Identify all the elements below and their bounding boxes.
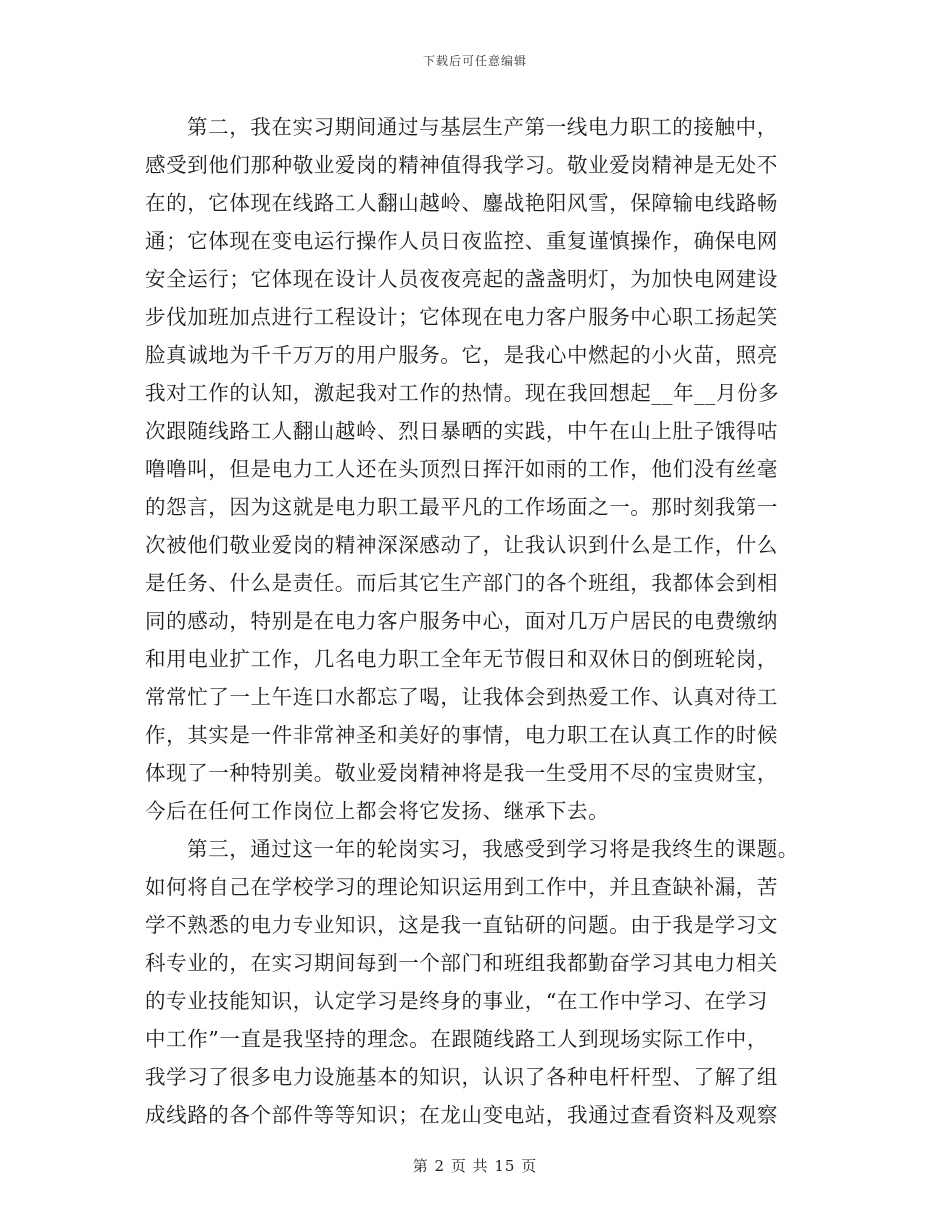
text-line: 噜噜叫，但是电力工人还在头顶烈日挥汗如雨的工作，他们没有丝毫 bbox=[145, 457, 778, 481]
text-line: 的怨言，因为这就是电力职工最平凡的工作场面之一。那时刻我第一 bbox=[145, 495, 778, 519]
text-line: 我学习了很多电力设施基本的知识，认识了各种电杆杆型、了解了组 bbox=[145, 1065, 778, 1089]
paragraph-first-line: 第三，通过这一年的轮岗实习，我感受到学习将是我终生的课题。 bbox=[187, 837, 799, 861]
text-line: 成线路的各个部件等等知识；在龙山变电站，我通过查看资料及观察 bbox=[145, 1103, 778, 1127]
text-line: 的专业技能知识，认定学习是终身的事业，“在工作中学习、在学习 bbox=[145, 989, 768, 1013]
text-line: 安全运行；它体现在设计人员夜夜亮起的盏盏明灯，为加快电网建设 bbox=[145, 267, 778, 291]
text-line: 步伐加班加点进行工程设计；它体现在电力客户服务中心职工扬起笑 bbox=[145, 305, 778, 329]
text-line: 脸真诚地为千千万万的用户服务。它，是我心中燃起的小火苗，照亮 bbox=[145, 343, 778, 367]
text-line: 学不熟悉的电力专业知识，这是我一直钻研的问题。由于我是学习文 bbox=[145, 913, 778, 937]
page-footer: 第 2 页 共 15 页 bbox=[412, 1157, 538, 1175]
text-line: 中工作”一直是我坚持的理念。在跟随线路工人到现场实际工作中， bbox=[145, 1027, 768, 1051]
text-line: 科专业的，在实习期间每到一个部门和班组我都勤奋学习其电力相关 bbox=[145, 951, 778, 975]
text-line: 如何将自己在学校学习的理论知识运用到工作中，并且查缺补漏，苦 bbox=[145, 875, 778, 899]
text-line: 同的感动，特别是在电力客户服务中心，面对几万户居民的电费缴纳 bbox=[145, 609, 778, 633]
page-header: 下载后可任意编辑 bbox=[422, 54, 527, 68]
text-line: 体现了一种特别美。敬业爱岗精神将是我一生受用不尽的宝贵财宝， bbox=[145, 761, 778, 785]
text-line: 次被他们敬业爱岗的精神深深感动了，让我认识到什么是工作，什么 bbox=[145, 533, 778, 557]
text-line: 是任务、什么是责任。而后其它生产部门的各个班组，我都体会到相 bbox=[145, 571, 778, 595]
text-line: 我对工作的认知，激起我对工作的热情。现在我回想起__年__月份多 bbox=[145, 381, 780, 405]
document-body bbox=[145, 108, 800, 1134]
text-line: 感受到他们那种敬业爱岗的精神值得我学习。敬业爱岗精神是无处不 bbox=[145, 153, 778, 177]
text-line: 常常忙了一上午连口水都忘了喝，让我体会到热爱工作、认真对待工 bbox=[145, 685, 778, 709]
text-line: 和用电业扩工作，几名电力职工全年无节假日和双休日的倒班轮岗， bbox=[145, 647, 778, 671]
text-line: 通；它体现在变电运行操作人员日夜监控、重复谨慎操作，确保电网 bbox=[145, 229, 778, 253]
text-line: 作，其实是一件非常神圣和美好的事情，电力职工在认真工作的时候 bbox=[145, 723, 778, 747]
text-line: 次跟随线路工人翻山越岭、烈日暴晒的实践，中午在山上肚子饿得咕 bbox=[145, 419, 778, 443]
text-line: 在的，它体现在线路工人翻山越岭、鏖战艳阳风雪，保障输电线路畅 bbox=[145, 191, 778, 215]
text-line: 今后在任何工作岗位上都会将它发扬、继承下去。 bbox=[145, 799, 610, 823]
paragraph-first-line: 第二，我在实习期间通过与基层生产第一线电力职工的接触中， bbox=[187, 115, 778, 139]
